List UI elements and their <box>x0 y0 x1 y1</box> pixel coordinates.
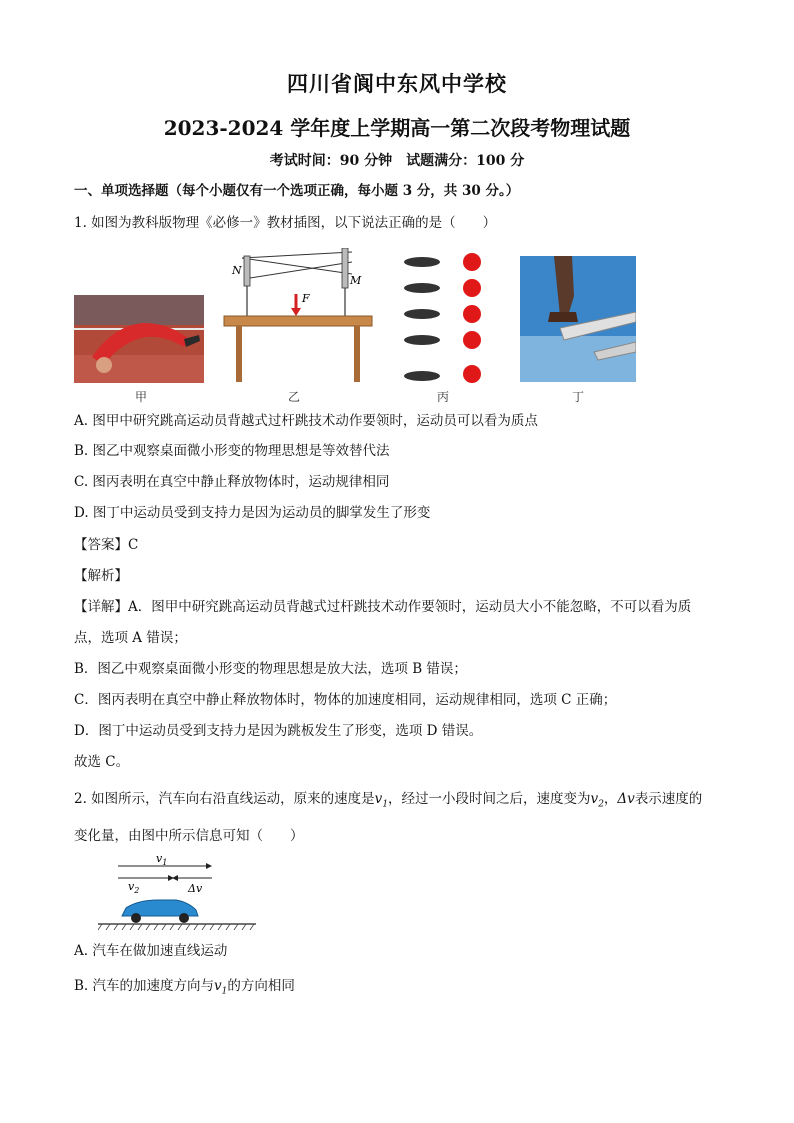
q1-detail-line-6: 故选 C。 <box>74 754 130 770</box>
school-title: 四川省阆中东风中学校 <box>287 71 507 96</box>
exam-title: 2023-2024 学年度上学期高一第二次段考物理试题 <box>163 116 631 140</box>
q1-option-a: A. 图甲中研究跳高运动员背越式过杆跳技术动作要领时，运动员可以看为质点 <box>74 413 538 429</box>
figure-feather-apple <box>398 248 488 388</box>
figure-car-velocity <box>98 850 258 932</box>
q2-dv: Δv <box>617 791 635 807</box>
q2-option-b: B. 汽车的加速度方向与$v_1$的方向相同 <box>74 978 295 997</box>
figure-high-jump <box>74 295 204 383</box>
q1-detail-line-2: 点，选项 A 错误； <box>74 630 187 646</box>
label-v2: $v_2$ <box>128 880 140 895</box>
q2-stem-d: 表示速度的 <box>634 791 703 807</box>
label-n: N <box>232 264 242 277</box>
exam-info: 考试时间：90 分钟 试题满分：100 分 <box>269 153 525 169</box>
label-m: M <box>350 274 362 287</box>
section-heading: 一、单项选择题（每个小题仅有一个选项正确，每小题 3 分，共 30 分。） <box>74 183 520 199</box>
q2-option-a: A. 汽车在做加速直线运动 <box>74 943 228 959</box>
q1-stem: 1. 如图为教科版物理《必修一》教材插图，以下说法正确的是（ ） <box>74 215 497 231</box>
q1-option-b: B. 图乙中观察桌面微小形变的物理思想是等效替代法 <box>74 443 390 459</box>
q1-detail-line-5: D．图丁中运动员受到支持力是因为跳板发生了形变，选项 D 错误。 <box>74 723 483 739</box>
q1-detail-line-4: C．图丙表明在真空中静止释放物体时，物体的加速度相同，运动规律相同，选项 C 正确； <box>74 692 617 708</box>
q1-detail-line-1: 【详解】A．图甲中研究跳高运动员背越式过杆跳技术动作要领时，运动员大小不能忽略，不可以看为质 <box>74 599 692 615</box>
q2-stem-line-2: 变化量，由图中所示信息可知（ ） <box>74 828 304 844</box>
caption-yi: 乙 <box>288 390 301 404</box>
figure-diving-board <box>520 256 636 382</box>
q1-option-c: C. 图丙表明在真空中静止释放物体时，运动规律相同 <box>74 474 390 490</box>
q2-stem-c: ， <box>603 791 618 807</box>
q1-analysis-label: 【解析】 <box>74 568 128 584</box>
q1-option-d: D. 图丁中运动员受到支持力是因为运动员的脚掌发生了形变 <box>74 505 431 521</box>
q2-stem-b: ，经过一小段时间之后，速度变为 <box>388 791 591 807</box>
q2-v2: $v_2$ <box>590 791 604 810</box>
caption-ding: 丁 <box>572 390 585 404</box>
q1-answer: 【答案】C <box>74 537 139 553</box>
label-dv: Δv <box>188 882 203 895</box>
caption-jia: 甲 <box>135 390 148 404</box>
figure-table-mirrors <box>222 248 374 384</box>
q2-stem-line-1 <box>74 789 702 815</box>
q1-detail-line-3: B．图乙中观察桌面微小形变的物理思想是放大法，选项 B 错误； <box>74 661 467 677</box>
caption-bing: 丙 <box>437 390 450 404</box>
q2-v1: $v_1$ <box>374 791 389 810</box>
q2-stem-a: 2. 如图所示，汽车向右沿直线运动，原来的速度是 <box>74 791 375 807</box>
label-v1: $v_1$ <box>156 852 168 867</box>
label-f: F <box>302 292 310 305</box>
